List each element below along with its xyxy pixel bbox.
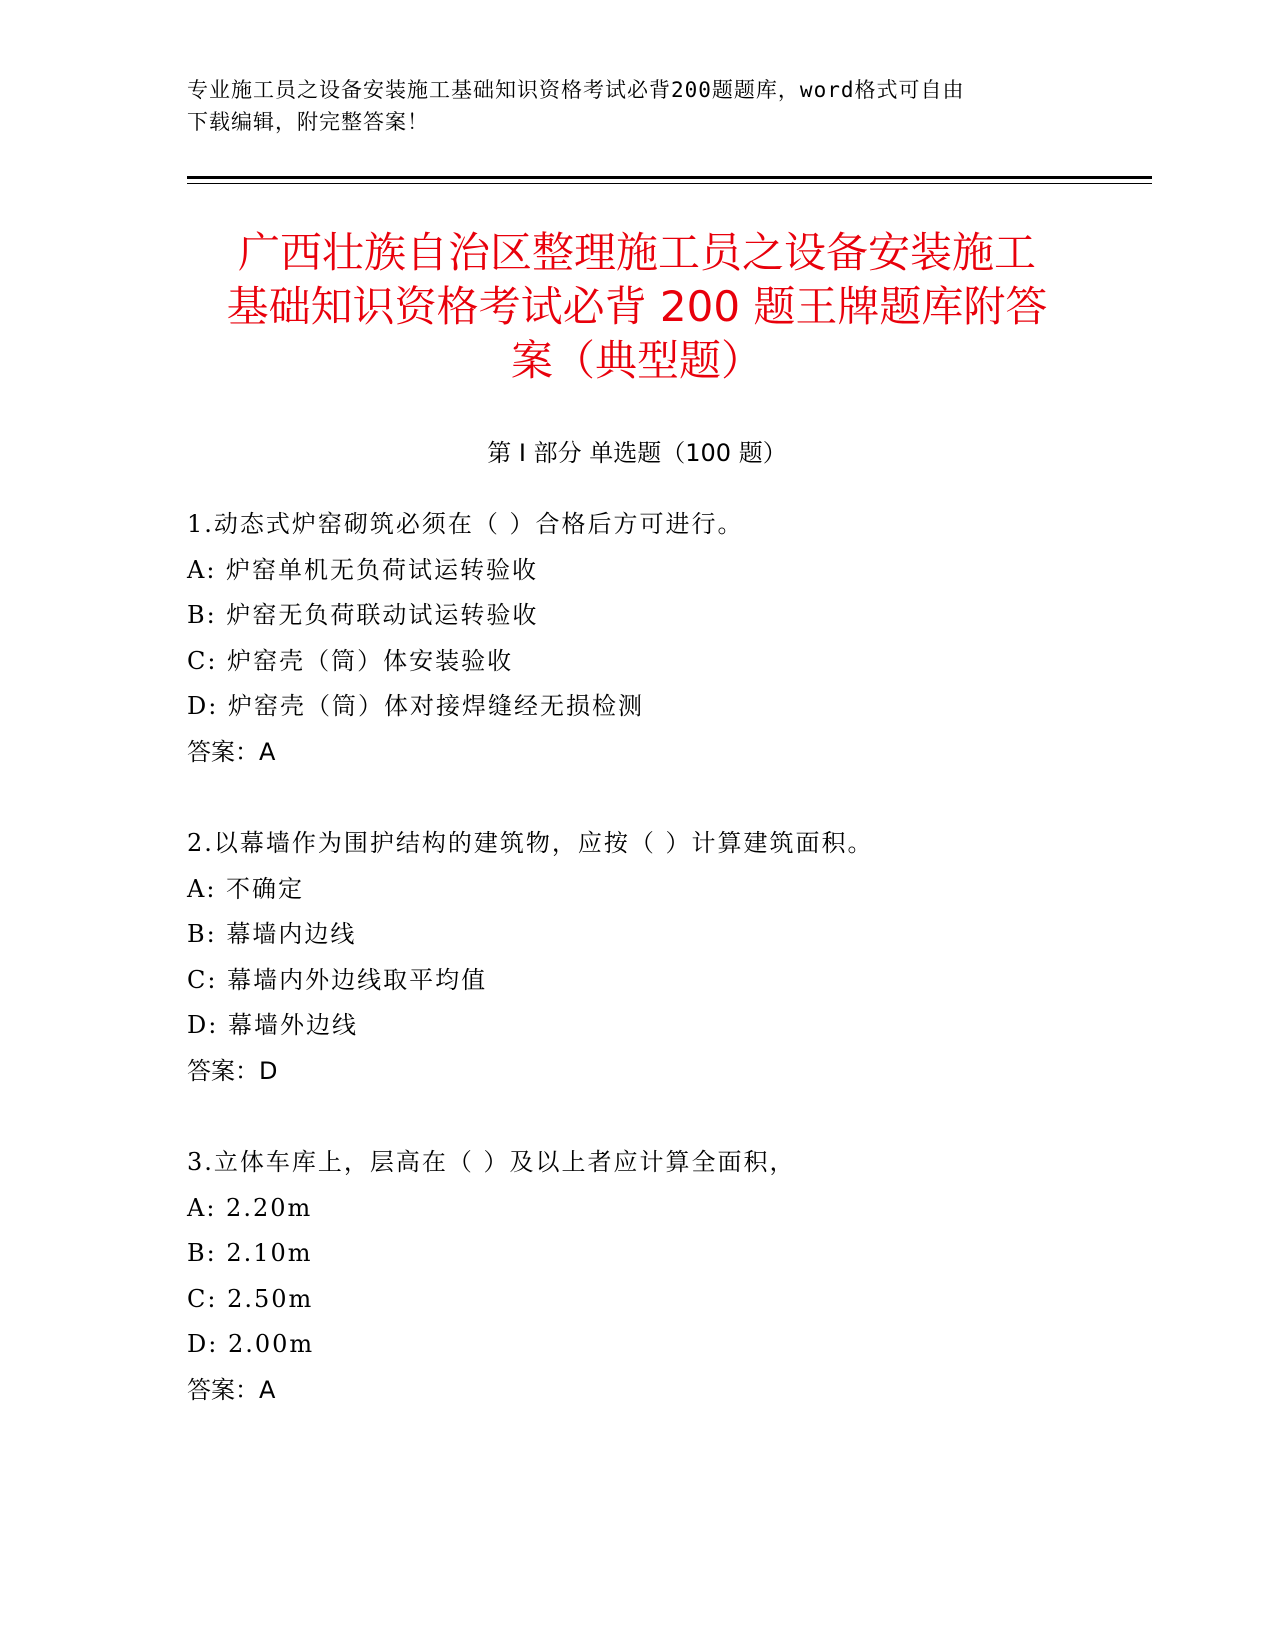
option-d: D: 幕墙外边线 [187, 1011, 358, 1039]
option-a: A: 不确定 [187, 874, 305, 903]
document-title-line-3: 案（典型题） [510, 336, 763, 385]
option-c: C: 2.50m [187, 1284, 314, 1313]
question-2 [187, 821, 1087, 1094]
option-a: A: 2.20m [187, 1193, 313, 1222]
answer: 答案：A [187, 737, 276, 766]
document-title-line-1: 广西壮族自治区整理施工员之设备安装施工 [237, 228, 1036, 277]
option-d: D: 炉窑壳（筒）体对接焊缝经无损检测 [187, 692, 644, 720]
answer: 答案：D [187, 1056, 278, 1085]
header-note [187, 74, 1087, 138]
option-d: D: 2.00m [187, 1330, 315, 1358]
question-stem: 1.动态式炉窑砌筑必须在（ ）合格后方可进行。 [187, 510, 744, 538]
question-3 [187, 1140, 1087, 1413]
header-divider-thick [187, 176, 1152, 179]
question-stem: 3.立体车库上，层高在（ ）及以上者应计算全面积， [187, 1148, 796, 1176]
question-stem: 2.以幕墙作为围护结构的建筑物，应按（ ）计算建筑面积。 [187, 829, 874, 857]
option-b: B: 幕墙内边线 [187, 920, 357, 948]
document-title [187, 226, 1087, 388]
section-heading: 第 I 部分 单选题（100 题） [487, 439, 787, 467]
header-divider-thin [187, 183, 1152, 184]
header-note-line-2: 下载编辑，附完整答案！ [187, 110, 429, 134]
option-b: B: 炉窑无负荷联动试运转验收 [187, 601, 539, 629]
option-a: A: 炉窑单机无负荷试运转验收 [187, 555, 539, 584]
answer: 答案：A [187, 1375, 276, 1404]
document-title-line-2: 基础知识资格考试必背 200 题王牌题库附答 [226, 282, 1048, 331]
option-c: C: 炉窑壳（筒）体安装验收 [187, 646, 514, 675]
header-note-line-1: 专业施工员之设备安装施工基础知识资格考试必背200题题库，word格式可自由 [187, 78, 965, 102]
question-1 [187, 502, 1087, 775]
option-c: C: 幕墙内外边线取平均值 [187, 965, 488, 994]
option-b: B: 2.10m [187, 1239, 313, 1267]
